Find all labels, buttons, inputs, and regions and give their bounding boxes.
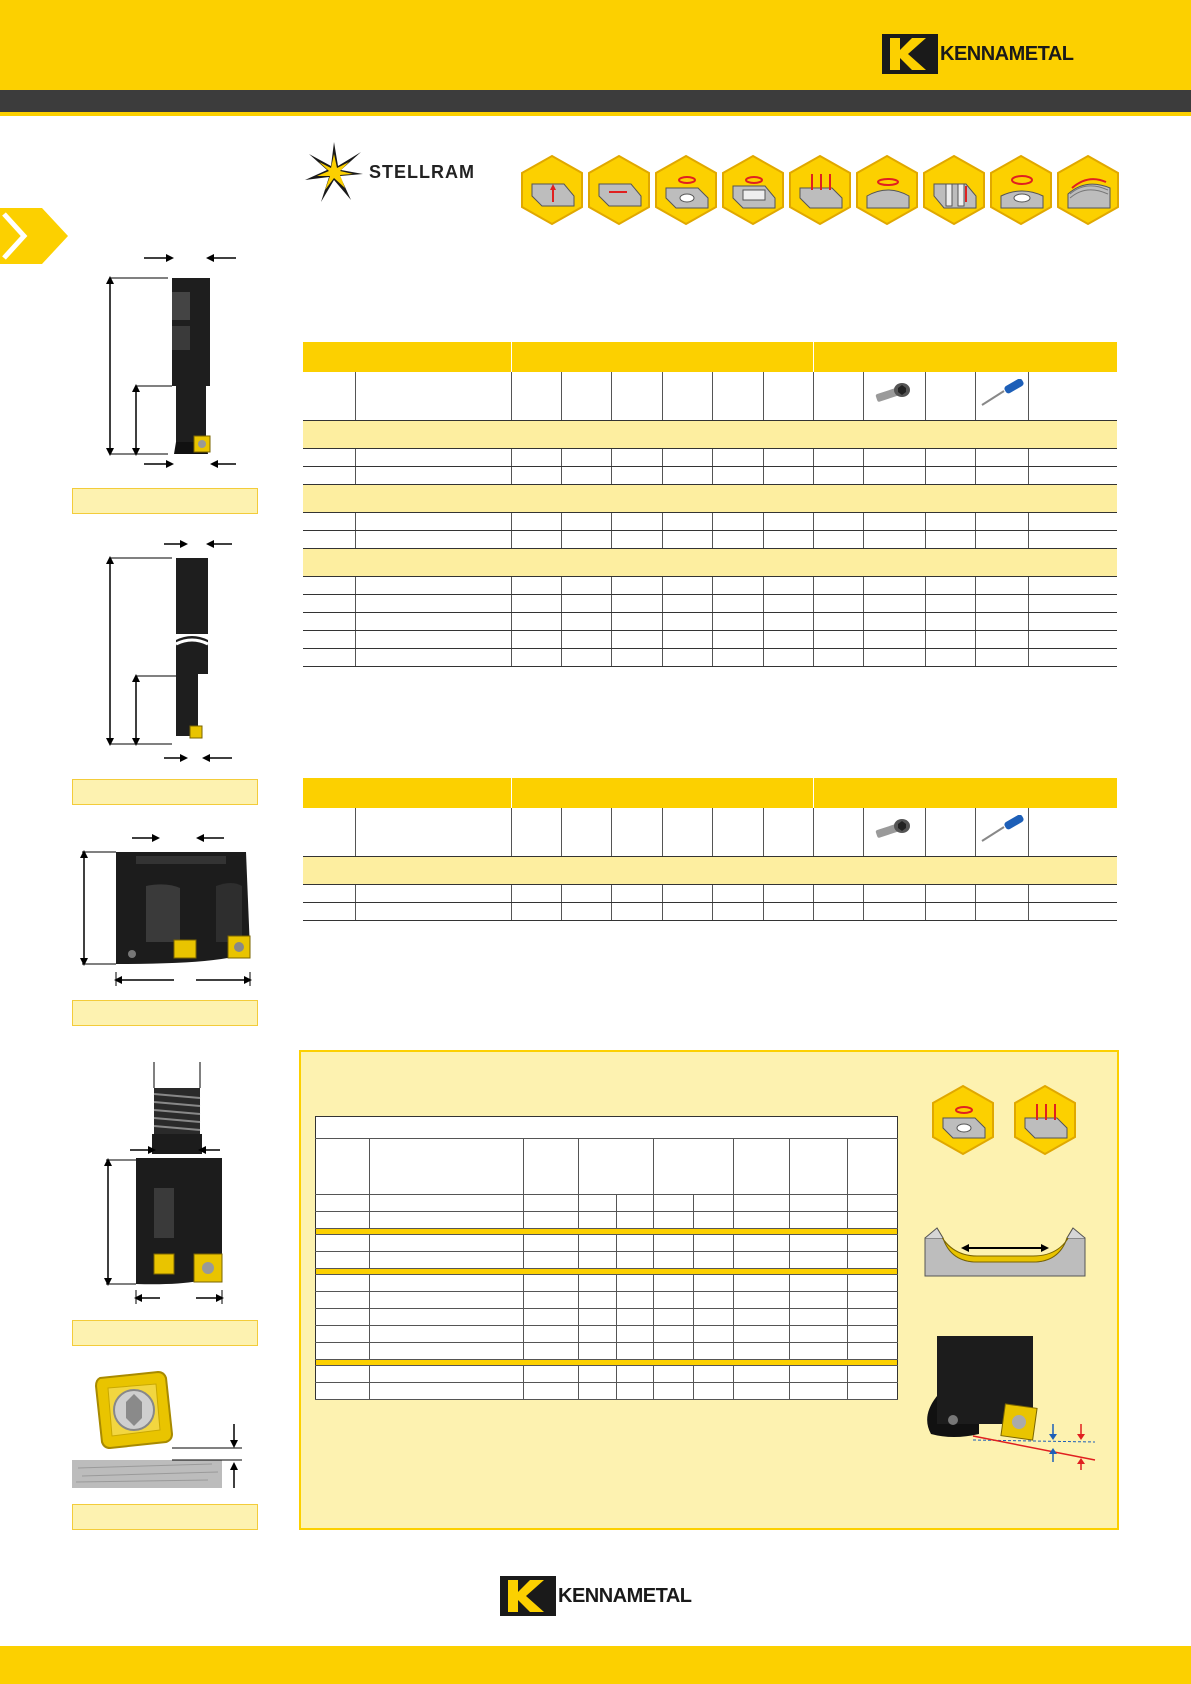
table-subheader-row (303, 372, 1117, 420)
ramping-angle-diagram (913, 1336, 1099, 1476)
table-row (316, 1366, 898, 1383)
insert-screw-icon (874, 381, 914, 407)
table-row (303, 612, 1117, 630)
drawing-caption-5 (72, 1504, 258, 1530)
pocket-width-diagram (923, 1212, 1087, 1278)
screw-in-head-drawing (96, 1058, 246, 1316)
table-row (316, 1343, 898, 1360)
stellram-star-icon (303, 140, 365, 204)
table-row (303, 466, 1117, 484)
table-row (316, 1275, 898, 1292)
shoulder-milling-icon (587, 154, 651, 226)
plunge-milling-icon (1013, 1084, 1077, 1156)
table-row (316, 1235, 898, 1252)
table-group-row (303, 420, 1117, 448)
table-row (303, 630, 1117, 648)
stellram-logo (303, 140, 503, 204)
insert-screw-icon (874, 817, 914, 843)
table-row (303, 512, 1117, 530)
table-subheader-row (303, 808, 1117, 856)
table-header-row (303, 342, 1117, 372)
insert-detail-drawing (72, 1364, 258, 1494)
table-row (316, 1212, 898, 1229)
table-row (316, 1309, 898, 1326)
footer-logo-text: KENNAMETAL (558, 1584, 692, 1607)
table-header-row (316, 1139, 898, 1195)
table-group-row (303, 548, 1117, 576)
stellram-logo-text: STELLRAM (369, 161, 475, 182)
plunge-milling-icon (788, 154, 852, 226)
weldon-shank-endmill-drawing (96, 246, 246, 472)
header-yellow-line (0, 112, 1191, 116)
header-kennametal-logo (882, 34, 1074, 74)
slotting-icon (922, 154, 986, 226)
table-row (303, 576, 1117, 594)
pocketing-icon (721, 154, 785, 226)
torx-screwdriver-icon (978, 379, 1026, 409)
table-row (303, 902, 1117, 920)
drawing-caption-4 (72, 1320, 258, 1346)
face-milling-icon (520, 154, 584, 226)
ramping-info-panel (299, 1050, 1119, 1530)
shell-mill-spec-table (303, 778, 1118, 921)
drawing-caption-3 (72, 1000, 258, 1026)
helical-interpolation-icon (654, 154, 718, 226)
ramping-icon (855, 154, 919, 226)
footer-kennametal-logo (500, 1576, 692, 1616)
table-row (303, 594, 1117, 612)
helical-interpolation-icon (931, 1084, 995, 1156)
table-group-row (303, 856, 1117, 884)
torx-screwdriver-icon (978, 815, 1026, 845)
cylindrical-shank-endmill-drawing (96, 528, 246, 772)
chapter-tab-chevron-icon (0, 208, 68, 264)
table-header-row (303, 778, 1117, 808)
table-title-row (316, 1117, 898, 1139)
header-dark-strip (0, 90, 1191, 112)
drawing-caption-1 (72, 488, 258, 514)
header-logo-text: KENNAMETAL (940, 42, 1074, 65)
circular-interpolation-icon (989, 154, 1053, 226)
table-row (316, 1292, 898, 1309)
kennametal-k-icon (500, 1576, 556, 1616)
table-row (303, 448, 1117, 466)
table-row (316, 1383, 898, 1400)
profiling-icon (1056, 154, 1120, 226)
footer-band (0, 1646, 1191, 1684)
kennametal-k-icon (882, 34, 938, 74)
table-row (303, 884, 1117, 902)
shell-mill-drawing (76, 822, 262, 992)
table-group-row (303, 484, 1117, 512)
ramping-data-table (315, 1116, 898, 1400)
table-row (316, 1326, 898, 1343)
table-row (303, 530, 1117, 548)
table-row (316, 1195, 898, 1212)
endmill-spec-table (303, 342, 1118, 667)
table-row (316, 1252, 898, 1269)
application-icon-row (520, 154, 1120, 226)
table-row (303, 648, 1117, 666)
drawing-caption-2 (72, 779, 258, 805)
